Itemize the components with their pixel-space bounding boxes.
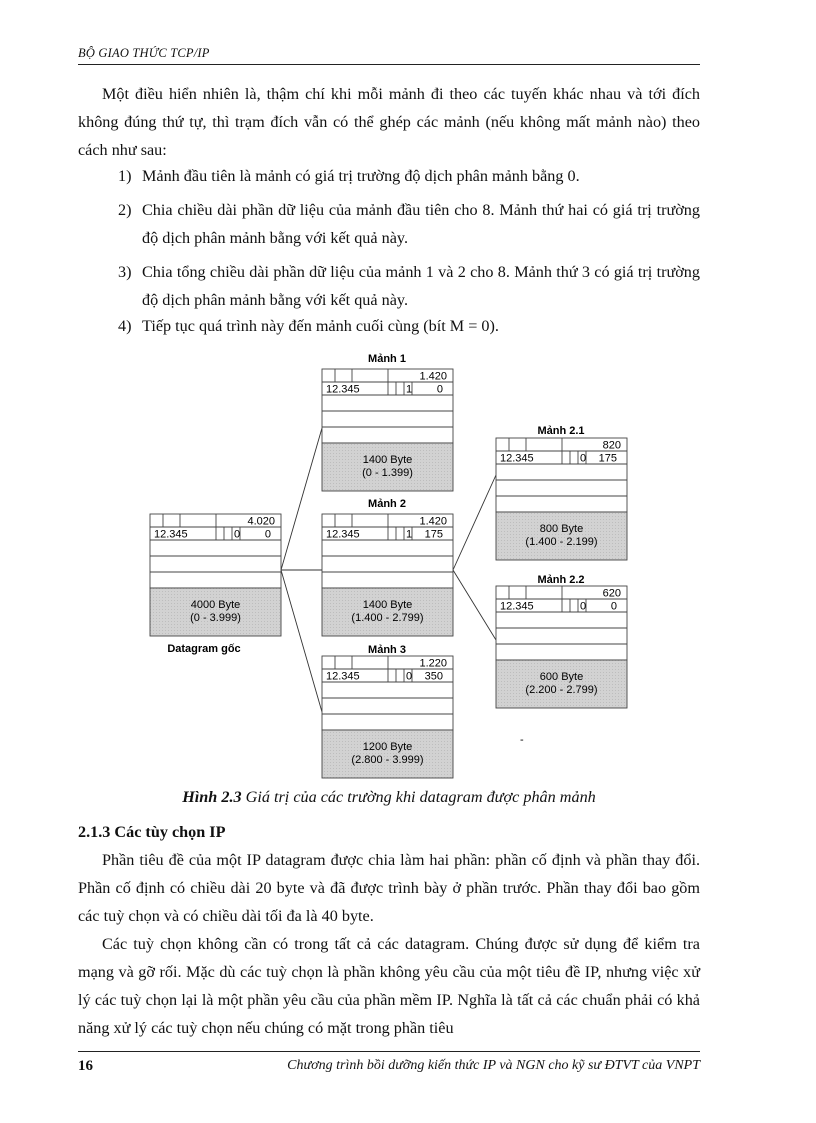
identification-value: 12.345 [500,600,534,613]
payload-range: (1.400 - 2.199) [525,536,598,548]
total-length-value: 820 [602,439,621,452]
running-header: BỘ GIAO THỨC TCP/IP [78,46,700,65]
packet-title: Mảnh 2 [368,498,406,510]
total-length-value: 1.420 [419,370,447,383]
footer-rule [78,1051,700,1052]
list-text: Tiếp tục quá trình này đến mảnh cuối cùng (bít M = 0). [142,317,499,335]
figure-caption [78,788,700,807]
payload-size: 4000 Byte [190,599,241,611]
identification-value: 12.345 [326,528,360,541]
payload-range: (0 - 1.399) [362,467,413,479]
payload-range: (2.800 - 3.999) [351,754,424,766]
intro-paragraph: Một điều hiển nhiên là, thậm chí khi mỗi mảnh đi theo các tuyến khác nhau và tới đích không đúng thứ tự, thì trạm đích vẫn có thể ghép các mảnh (nếu không mất mảnh nào) theo cách như sau: [78,85,700,159]
packet-title: Mảnh 2.1 [537,425,585,437]
payload-size: 1200 Byte [362,741,413,753]
list-number: 3) [118,263,132,281]
list-text: Chia chiều dài phần dữ liệu của mảnh đầu tiên cho 8. Mảnh thứ hai có giá trị trường độ dịch phân mảnh bằng với kết quả này. [142,201,700,247]
section-heading: 2.1.3 Các tùy chọn IP [78,823,226,841]
total-length-value: 620 [602,587,621,600]
fragment-offset-value: 0 [436,383,443,396]
fragment-offset-value: 350 [424,670,443,683]
stray-mark: - [520,734,524,746]
identification-value: 12.345 [154,528,188,541]
m-flag-value: 0 [234,528,241,541]
fragment-offset-value: 175 [598,452,617,465]
list-number: 2) [118,201,132,219]
identification-value: 12.345 [326,383,360,396]
m-flag-value: 1 [406,528,413,541]
identification-value: 12.345 [326,670,360,683]
list-number: 1) [118,167,132,185]
payload-range: (0 - 3.999) [190,612,241,624]
m-flag-value: 1 [406,383,413,396]
packet-title: Datagram gốc [167,643,241,655]
packet-title: Mảnh 1 [368,353,406,365]
footer-text: Chương trình bồi dưỡng kiến thức IP và NGN cho kỹ sư ĐTVT của VNPT [287,1058,700,1073]
page-number: 16 [78,1058,93,1074]
body-paragraph: Các tuỳ chọn không cần có trong tất cả các datagram. Chúng được sử dụng để kiểm tra mạng và gỡ rối. Mặc dù các tuỳ chọn là phần không yêu cầu của một tiêu đề IP, nhưng việc xử lý các tuỳ chọn lại là một phần yêu cầu của phần mềm IP. Nghĩa là tất cả các chuẩn phải có khả năng xử lý các tuỳ chọn nếu chúng có mặt trong phần tiêu [78,935,700,1037]
m-flag-value: 0 [580,600,587,613]
list-text: Chia tổng chiều dài phần dữ liệu của mảnh 1 và 2 cho 8. Mảnh thứ 3 có giá trị trường độ dịch phân mảnh bằng với kết quả này. [142,263,700,309]
payload-size: 800 Byte [539,523,584,535]
list-number: 4) [118,317,132,335]
m-flag-value: 0 [406,670,413,683]
packet-title: Mảnh 2.2 [537,574,585,586]
fragment-offset-value: 0 [610,600,617,613]
payload-size: 1400 Byte [362,599,413,611]
payload-range: (1.400 - 2.799) [351,612,424,624]
payload-size: 1400 Byte [362,454,413,466]
packet-title: Mảnh 3 [368,644,406,656]
total-length-value: 4.020 [247,515,275,528]
fragment-offset-value: 175 [424,528,443,541]
fragment-offset-value: 0 [264,528,271,541]
identification-value: 12.345 [500,452,534,465]
total-length-value: 1.220 [419,657,447,670]
body-paragraph: Phần tiêu đề của một IP datagram được chia làm hai phần: phần cố định và phần thay đổi. Phần cố định có chiều dài 20 byte và đã được trình bày ở phần trước. Phần thay đổi bao gồm các tuỳ chọn và có chiều dài tối đa là 40 byte. [78,851,700,925]
payload-size: 600 Byte [539,671,584,683]
caption-text: Giá trị của các trường khi datagram được phân mảnh [245,788,596,806]
m-flag-value: 0 [580,452,587,465]
total-length-value: 1.420 [419,515,447,528]
payload-range: (2.200 - 2.799) [525,684,598,696]
list-text: Mảnh đầu tiên là mảnh có giá trị trường độ dịch phân mảnh bằng 0. [142,167,580,185]
caption-label: Hình 2.3 [182,788,242,806]
